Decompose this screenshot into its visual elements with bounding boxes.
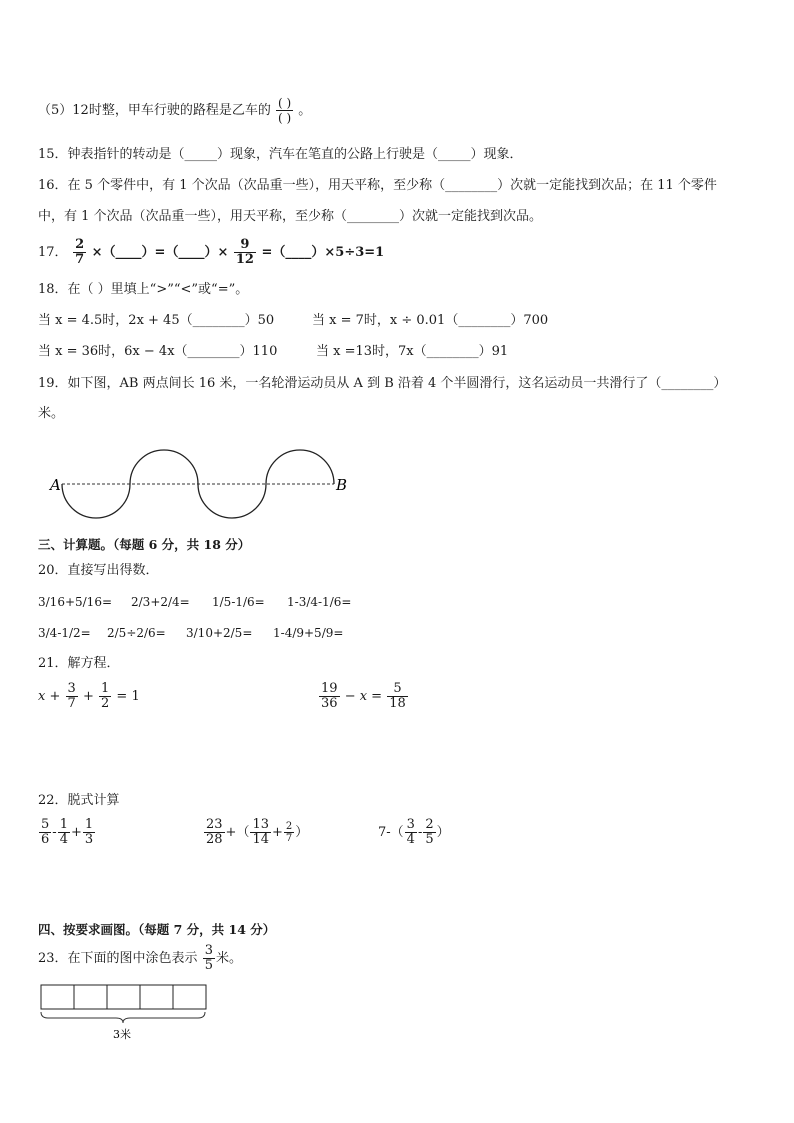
question-19-line1: 19．如下图，AB 两点间长 16 米，一名轮滑运动员从 A 到 B 沿着 4 个半圆滑行，这名运动员一共滑行了（________） <box>38 376 727 391</box>
q21-eq1-plus1: + <box>49 689 61 704</box>
q23-brace <box>41 1012 205 1023</box>
q14-5-line <box>38 96 311 125</box>
q14-5-denominator-blank[interactable]: ( ) <box>277 111 292 125</box>
q23-f-num: 3 <box>204 943 213 958</box>
question-23 <box>38 944 242 973</box>
q18-row1-a: 当 x = 4.5时，2x + 45（________）50 <box>38 313 275 328</box>
q22-e2-op1: +（ <box>225 825 250 840</box>
q17-f2-den: 12 <box>235 252 254 267</box>
q17-part2: =（____）×5÷3=1 <box>261 245 385 260</box>
q23-cell-4[interactable] <box>140 985 173 1009</box>
q22-e3-frac-c <box>423 818 435 847</box>
q21-eq1-rhs: = 1 <box>116 689 140 704</box>
q22-e3-op: - <box>417 825 423 840</box>
q21-eq1-frac2 <box>99 682 111 711</box>
q23-cell-3[interactable] <box>107 985 140 1009</box>
q23-cell-2[interactable] <box>74 985 107 1009</box>
q22-e2-cd: 7 <box>285 833 293 844</box>
q21-eq2-f1d: 36 <box>321 696 338 711</box>
q21-eq2-frac2 <box>387 682 408 711</box>
semicircle-path-diagram <box>40 448 360 528</box>
q22-e1-bn: 1 <box>59 817 68 832</box>
q22-e3-cd: 5 <box>425 832 434 847</box>
q22-e1-bd: 4 <box>59 832 68 847</box>
q20-r2-c2: 2/5÷2/6= <box>107 626 166 640</box>
q21-eq1-f1d: 7 <box>67 696 76 711</box>
q14-5-fraction-blank <box>276 96 293 125</box>
question-17 <box>38 238 384 267</box>
q20-r2-c4: 1-4/9+5/9= <box>273 626 344 640</box>
q22-e2-ad: 28 <box>206 832 223 847</box>
q22-e2-frac-a <box>204 818 225 847</box>
q22-e1-cd: 3 <box>84 832 94 847</box>
q22-e1-op1: - <box>52 825 57 840</box>
q20-r2-c3: 3/10+2/5= <box>186 626 253 640</box>
question-19-line2: 米。 <box>38 406 65 421</box>
q20-r1-c1: 3/16+5/16= <box>38 595 113 609</box>
q22-expression-1 <box>38 818 96 847</box>
q17-part1: ×（____）=（____）× <box>91 245 229 260</box>
q23-f-den: 5 <box>204 958 213 973</box>
q17-fraction-2 <box>234 238 256 267</box>
q23-suffix: 米。 <box>215 951 242 966</box>
q23-fraction <box>203 944 215 973</box>
q20-r1-c3: 1/5-1/6= <box>212 595 265 609</box>
question-16-line1: 16．在 5 个零件中，有 1 个次品（次品重一些），用天平称，至少称（________）次就一定能找到次品；在 11 个零件 <box>38 178 717 193</box>
q23-cell-1[interactable] <box>41 985 74 1009</box>
q23-bar-diagram <box>38 984 218 1046</box>
q22-e1-frac-a <box>39 818 51 847</box>
q17-prefix: 17． <box>38 245 68 260</box>
q21-eq1-f1n: 3 <box>67 681 76 696</box>
q22-e1-frac-c <box>83 818 95 847</box>
q18-row1-b: 当 x = 7时，x ÷ 0.01（________）700 <box>312 313 549 328</box>
q22-e1-an: 5 <box>41 817 50 832</box>
q22-e3-bd: 4 <box>406 832 415 847</box>
question-21-title: 21．解方程． <box>38 656 120 671</box>
q22-e1-frac-b <box>58 818 70 847</box>
q21-eq1-f2d: 2 <box>101 696 110 711</box>
q21-eq1-f2n: 1 <box>101 681 110 696</box>
point-b-label: B <box>336 476 348 494</box>
q21-eq1-frac1 <box>66 682 78 711</box>
section-3-heading: 三、计算题。（每题 6 分，共 18 分） <box>38 537 251 552</box>
question-22-title: 22．脱式计算 <box>38 793 120 808</box>
q22-e2-cn: 2 <box>285 821 293 832</box>
question-15: 15．钟表指针的转动是（_____）现象，汽车在笔直的公路上行驶是（_____）现象． <box>38 147 523 162</box>
point-a-label: A <box>50 476 61 494</box>
q22-e2-close: ） <box>295 825 309 840</box>
q22-e3-close: ） <box>436 825 450 840</box>
q22-e3-frac-b <box>405 818 417 847</box>
question-20-title: 20．直接写出得数． <box>38 563 159 578</box>
q14-5-prefix: （5）12时整，甲车行驶的路程是乙车的 <box>38 103 271 118</box>
q22-expression-2 <box>203 818 308 847</box>
q22-e1-ad: 6 <box>41 832 50 847</box>
q21-eq2-minus: − x = <box>344 689 383 704</box>
q22-e3-pre: 7-（ <box>378 825 404 840</box>
q22-e1-cn: 1 <box>84 817 94 832</box>
q22-e2-op2: + <box>272 825 283 840</box>
q23-prefix: 23．在下面的图中涂色表示 <box>38 951 198 966</box>
q21-eq2-frac1 <box>319 682 340 711</box>
q20-r2-c1: 3/4-1/2= <box>38 626 91 640</box>
q22-e3-bn: 3 <box>406 817 415 832</box>
q22-expression-3 <box>378 818 450 847</box>
q21-equation-2 <box>318 682 409 711</box>
question-16-line2: 中，有 1 个次品（次品重一些），用天平称，至少称（________）次就一定能找到次品。 <box>38 209 543 224</box>
q17-f2-num: 9 <box>240 237 250 252</box>
q23-cell-5[interactable] <box>173 985 206 1009</box>
q22-e2-frac-c <box>284 821 294 844</box>
q21-eq1-plus2: + <box>82 689 94 704</box>
q14-5-numerator-blank[interactable]: ( ) <box>277 96 292 110</box>
question-18-title: 18．在（ ）里填上“>”“<”或“=”。 <box>38 282 249 297</box>
q22-e2-an: 23 <box>206 817 223 832</box>
q14-5-suffix: 。 <box>298 103 312 118</box>
q21-eq2-f2d: 18 <box>389 696 406 711</box>
q22-e2-bn: 13 <box>252 817 269 832</box>
q21-eq2-f1n: 19 <box>321 681 338 696</box>
q17-f1-den: 7 <box>75 252 85 267</box>
q17-fraction-1 <box>73 238 86 267</box>
q22-e3-cn: 2 <box>425 817 434 832</box>
section-4-heading: 四、按要求画图。（每题 7 分，共 14 分） <box>38 922 276 937</box>
q22-e2-bd: 14 <box>252 832 269 847</box>
q22-e1-op2: + <box>70 825 82 840</box>
q21-equation-1 <box>38 682 140 711</box>
q17-f1-num: 2 <box>75 237 85 252</box>
q20-r1-c4: 1-3/4-1/6= <box>287 595 352 609</box>
q18-row2-b: 当 x =13时，7x（________）91 <box>316 344 509 359</box>
q18-row2-a: 当 x = 36时，6x − 4x（________）110 <box>38 344 278 359</box>
q23-length-label: 3米 <box>113 1028 131 1041</box>
q21-eq1-x: x <box>38 689 46 704</box>
q21-eq2-f2n: 5 <box>393 681 402 696</box>
q22-e2-frac-b <box>250 818 271 847</box>
q20-r1-c2: 2/3+2/4= <box>131 595 190 609</box>
